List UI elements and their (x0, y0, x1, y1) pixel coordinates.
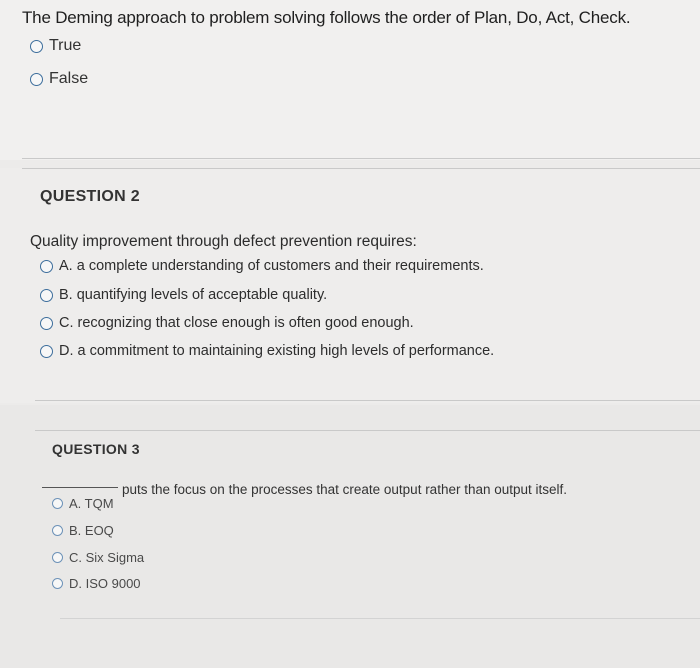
question3-header: QUESTION 3 (52, 441, 140, 457)
option-true[interactable] (30, 37, 81, 55)
option-false[interactable] (30, 70, 88, 88)
question1-panel (0, 0, 700, 160)
option-b[interactable] (40, 287, 327, 303)
option-d[interactable] (40, 343, 494, 359)
option-label: D. a commitment to maintaining existing high levels of performance. (59, 343, 495, 359)
divider (35, 430, 700, 431)
option-label: A. TQM (69, 496, 114, 511)
radio-button[interactable] (52, 525, 63, 536)
option-label: D. ISO 9000 (69, 576, 141, 591)
option-a[interactable] (52, 496, 114, 511)
question2-header: QUESTION 2 (40, 188, 140, 205)
option-label: False (49, 70, 89, 87)
option-label: B. EOQ (69, 523, 114, 538)
question1-text: The Deming approach to problem solving follows the order of Plan, Do, Act, Check. (22, 8, 631, 27)
option-c[interactable] (52, 550, 144, 565)
radio-button[interactable] (30, 73, 43, 86)
option-b[interactable] (52, 523, 114, 538)
option-label: True (49, 37, 82, 54)
option-label: A. a complete understanding of customers and their requirements. (59, 258, 484, 274)
option-label: B. quantifying levels of acceptable quality. (59, 287, 328, 303)
radio-button[interactable] (40, 317, 53, 330)
question3-text: puts the focus on the processes that create output rather than output itself. (122, 482, 568, 497)
option-label: C. Six Sigma (69, 550, 145, 565)
divider (22, 158, 700, 159)
option-c[interactable] (40, 315, 414, 331)
radio-button[interactable] (52, 552, 63, 563)
radio-button[interactable] (40, 289, 53, 302)
option-a[interactable] (40, 258, 484, 274)
radio-button[interactable] (52, 498, 63, 509)
option-label: C. recognizing that close enough is often good enough. (59, 315, 414, 331)
radio-button[interactable] (40, 345, 53, 358)
divider (35, 400, 700, 401)
divider (22, 168, 700, 169)
question2-text: Quality improvement through defect prevention requires: (30, 233, 417, 250)
radio-button[interactable] (30, 40, 43, 53)
divider (60, 618, 700, 619)
radio-button[interactable] (52, 578, 63, 589)
option-d[interactable] (52, 576, 141, 591)
radio-button[interactable] (40, 260, 53, 273)
answer-blank (42, 486, 118, 488)
